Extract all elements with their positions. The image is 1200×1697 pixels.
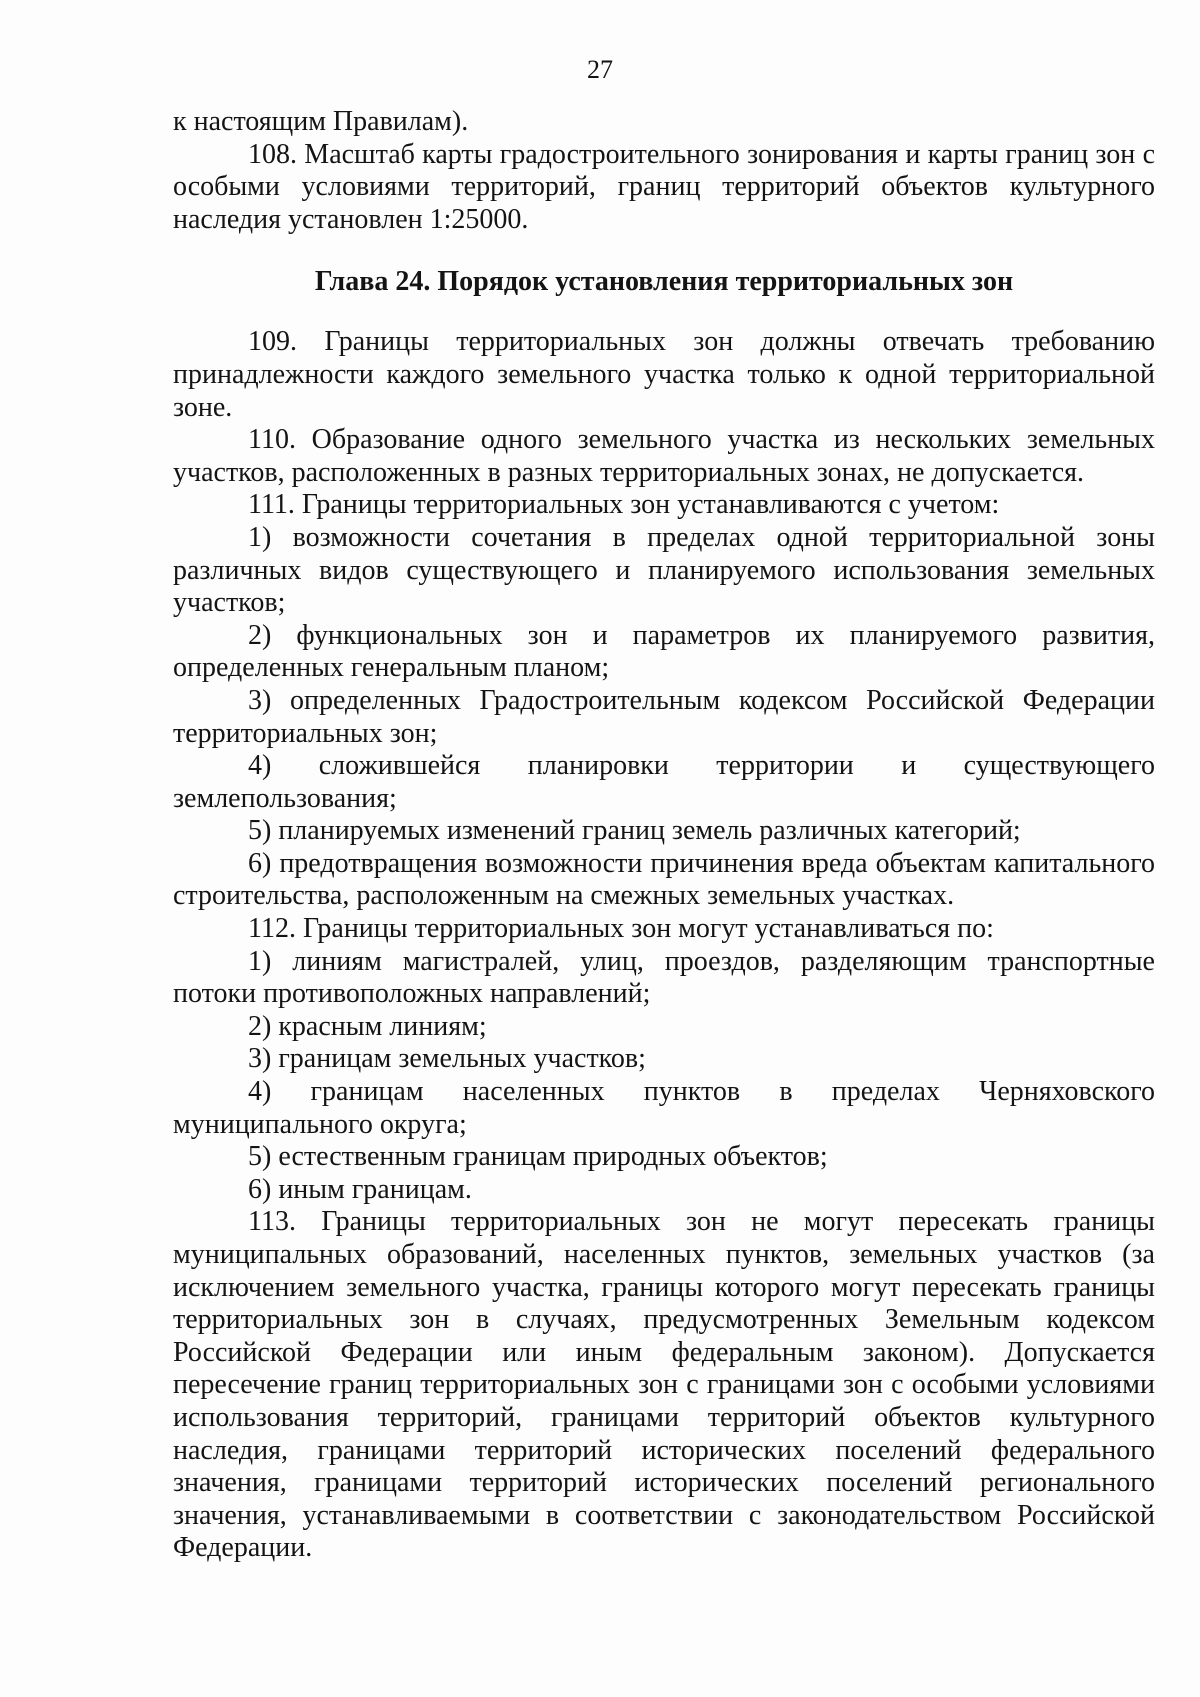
paragraph-continuation: к настоящим Правилам). — [173, 106, 469, 137]
paragraph-111-item-1: 1) возможности сочетания в пределах одной территориальной зоны различных видов существующего и планируемого использования земельных участков; — [173, 521, 1155, 619]
paragraph-111-item-4: 4) сложившейся планировки территории и существующего землепользования; — [173, 750, 1155, 814]
paragraph-112-item-3: 3) границам земельных участков; — [248, 1043, 646, 1075]
chapter-title: Глава 24. Порядок установления территориальных зон — [314, 266, 1014, 298]
paragraph-111: 111. Границы территориальных зон устанавливаются с учетом: — [248, 489, 1000, 521]
paragraph-111-item-6: 6) предотвращения возможности причинения вреда объектам капитального строительства, расположенным на смежных земельных участках. — [173, 847, 1155, 912]
paragraph-109: 109. Границы территориальных зон должны отвечать требованию принадлежности каждого земельного участка только к одной территориальной зоне. — [173, 326, 1155, 423]
document-body — [173, 106, 1155, 1565]
paragraph-112-item-1: 1) линиям магистралей, улиц, проездов, разделяющим транспортные потоки противоположных направлений; — [173, 945, 1155, 1010]
paragraph-112-item-4: 4) границам населенных пунктов в пределах Черняховского муниципального округа; — [173, 1076, 1155, 1140]
page-number: 27 — [587, 55, 613, 84]
paragraph-110: 110. Образование одного земельного участка из нескольких земельных участков, расположенных в разных территориальных зонах, не допускается. — [173, 424, 1155, 488]
paragraph-113: 113. Границы территориальных зон не могут пересекать границы муниципальных образований, населенных пунктов, земельных участков (за исключением земельного участка, границы которого могут пересекать границы территориальных зон в случаях, предусмотренных Земельным кодексом Российской Федерации или иным федеральным законом). Допускается пересечение границ территориальных зон с границами зон с особыми условиями использования территорий, границами территорий объектов культурного наследия, границами территорий исторических поселений федерального значения, границами территорий исторических поселений регионального значения, устанавливаемыми в соответствии с законодательством Российской Федерации. — [173, 1206, 1155, 1564]
paragraph-112-item-6: 6) иным границам. — [248, 1173, 472, 1205]
paragraph-111-item-5: 5) планируемых изменений границ земель различных категорий; — [248, 815, 1021, 847]
paragraph-111-item-3: 3) определенных Градостроительным кодексом Российской Федерации территориальных зон; — [173, 684, 1155, 749]
paragraph-112-item-5: 5) естественным границам природных объектов; — [248, 1141, 828, 1173]
paragraph-112-item-2: 2) красным линиям; — [248, 1010, 487, 1042]
paragraph-111-item-2: 2) функциональных зон и параметров их планируемого развития, определенных генеральным планом; — [173, 619, 1155, 684]
paragraph-112: 112. Границы территориальных зон могут устанавливаться по: — [248, 913, 994, 945]
paragraph-108: 108. Масштаб карты градостроительного зонирования и карты границ зон с особыми условиями территорий, границ территорий объектов культурного наследия установлен 1:25000. — [173, 138, 1155, 235]
